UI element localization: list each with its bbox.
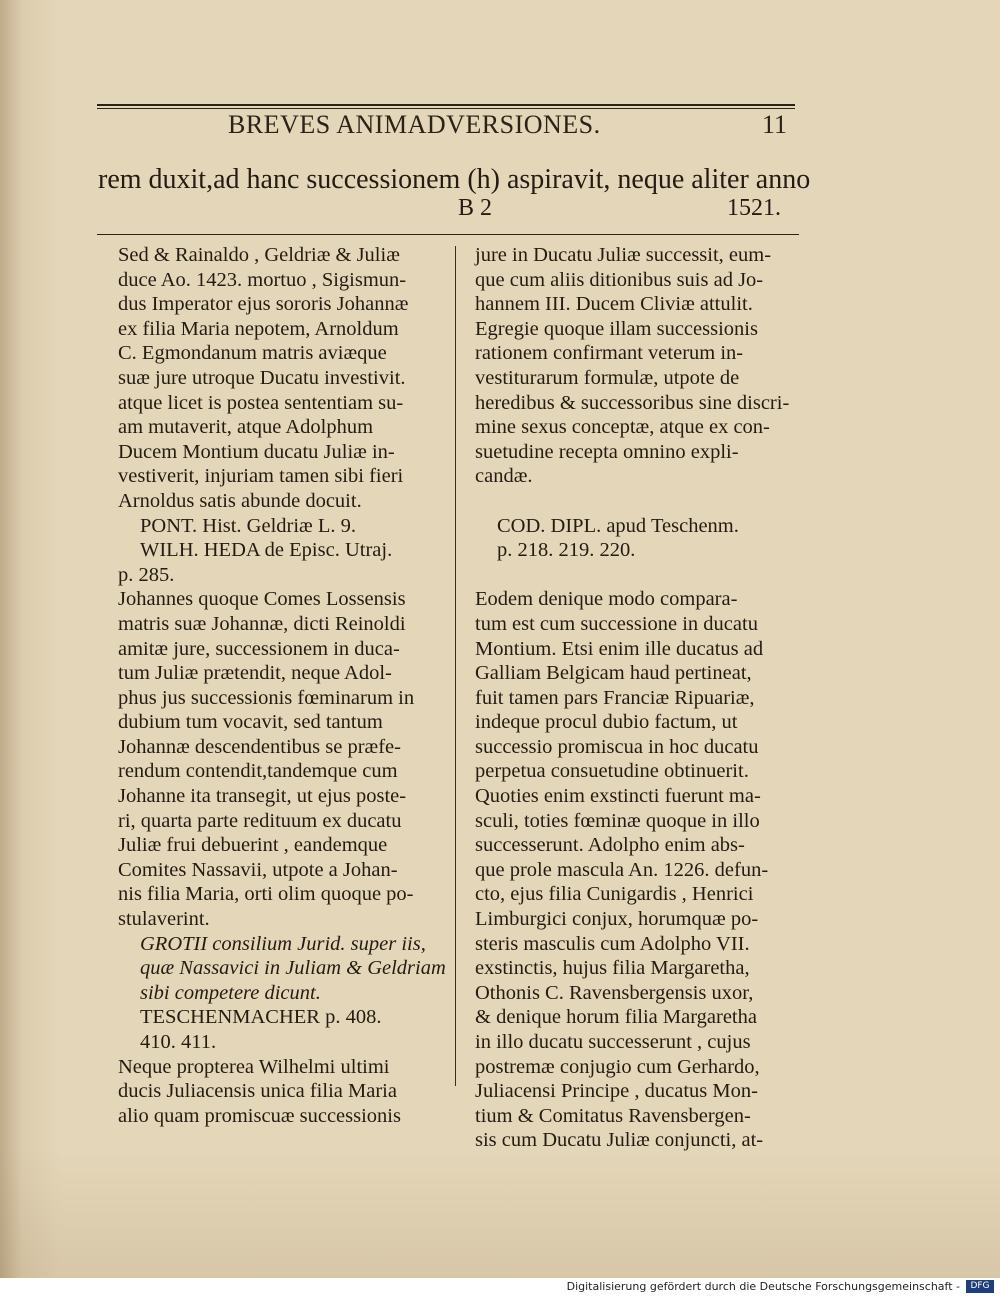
text-line: amitæ jure, successionem in duca- <box>118 637 400 660</box>
text-line: quæ Nassavici in Juliam & Geldriam <box>140 957 446 980</box>
text-line: vestiverit, injuriam tamen sibi fieri <box>118 465 404 488</box>
footer-bar <box>0 1278 1000 1297</box>
running-title: BREVES ANIMADVERSIONES. <box>228 110 601 139</box>
text-line: GROTII consilium Jurid. super iis, <box>140 932 426 955</box>
signature-mark: B 2 <box>458 195 493 221</box>
text-line: atque licet is postea sententiam su- <box>118 391 404 414</box>
text-line: candæ. <box>475 465 533 488</box>
text-line: nis filia Maria, orti olim quoque po- <box>118 883 414 906</box>
text-line: Montium. Etsi enim ille ducatus ad <box>475 637 764 660</box>
left-column <box>118 243 448 1128</box>
text-line: Ducem Montium ducatu Juliæ in- <box>118 440 395 463</box>
text-line: p. 285. <box>118 563 175 586</box>
text-line: Egregie quoque illam successionis <box>475 317 758 340</box>
text-line: dus Imperator ejus sororis Johannæ <box>118 293 409 316</box>
text-line: 410. 411. <box>140 1031 217 1053</box>
text-line: Comites Nassavii, utpote a Johan- <box>118 858 398 881</box>
header-rule-upper <box>97 104 795 106</box>
text-line: Limburgici conjux, horumquæ po- <box>475 908 759 931</box>
text-line: p. 218. 219. 220. <box>497 539 636 562</box>
text-line: duce Ao. 1423. mortuo , Sigismun- <box>118 268 407 291</box>
text-line: in illo ducatu successerunt , cujus <box>475 1031 751 1053</box>
text-line: alio quam promiscuæ successionis <box>118 1104 401 1127</box>
text-line: postremæ conjugio cum Gerhardo, <box>475 1055 760 1078</box>
text-line: tum Juliæ prætendit, neque Adol- <box>118 662 392 685</box>
text-line: Juliæ frui debuerint , eandemque <box>118 834 388 857</box>
text-line: steris masculis cum Adolpho VII. <box>475 932 750 955</box>
text-line: jure in Ducatu Juliæ successit, eum- <box>475 244 772 266</box>
text-line: cto, ejus filia Cunigardis , Henrici <box>475 883 754 906</box>
text-line <box>475 489 800 514</box>
text-line: Othonis C. Ravensbergensis uxor, <box>475 981 754 1004</box>
text-line: perpetua consuetudine obtinuerit. <box>475 760 749 783</box>
text-line: rendum contendit,tandemque cum <box>118 760 398 783</box>
text-line: sibi competere dicunt. <box>140 981 321 1004</box>
text-line: Quoties enim exstincti fuerunt ma- <box>475 785 761 808</box>
text-line: am mutaverit, atque Adolphum <box>118 416 374 439</box>
text-line: sculi, toties fœminæ quoque in illo <box>475 809 760 832</box>
column-top-rule <box>97 234 799 235</box>
text-line: ri, quarta parte redituum ex ducatu <box>118 809 402 832</box>
text-line: Johannes quoque Comes Lossensis <box>118 588 406 611</box>
text-line: Galliam Belgicam haud pertineat, <box>475 662 752 685</box>
text-line: que prole mascula An. 1226. defun- <box>475 858 769 881</box>
text-line: hannem III. Ducem Cliviæ attulit. <box>475 293 753 316</box>
text-line: ducis Juliacensis unica filia Maria <box>118 1080 397 1103</box>
text-line: PONT. Hist. Geldriæ L. 9. <box>140 514 357 537</box>
header-rule-lower <box>97 108 795 109</box>
column-divider <box>455 246 456 1086</box>
text-line: tium & Comitatus Ravensbergen- <box>475 1104 751 1127</box>
text-line: indeque procul dubio factum, ut <box>475 711 738 734</box>
text-line: ex filia Maria nepotem, Arnoldum <box>118 317 399 340</box>
text-line: Neque propterea Wilhelmi ultimi <box>118 1055 390 1078</box>
text-line: COD. DIPL. apud Teschenm. <box>497 514 739 537</box>
catchword: 1521. <box>727 195 781 221</box>
text-line: phus jus successionis fœminarum in <box>118 686 415 709</box>
text-line: matris suæ Johannæ, dicti Reinoldi <box>118 612 406 635</box>
text-line: Sed & Rainaldo , Geldriæ & Juliæ <box>118 244 400 266</box>
text-line: Juliacensi Principe , ducatus Mon- <box>475 1080 758 1103</box>
text-line: fuit tamen pars Franciæ Ripuariæ, <box>475 686 755 709</box>
text-line: stulaverint. <box>118 908 210 931</box>
funding-note: Digitalisierung gefördert durch die Deutsche Forschungsgemeinschaft - <box>566 1280 960 1293</box>
text-line: que cum aliis ditionibus suis ad Jo- <box>475 268 764 291</box>
text-line: & denique horum filia Margaretha <box>475 1006 757 1029</box>
text-line: successerunt. Adolpho enim abs- <box>475 834 745 857</box>
text-line: exstinctis, hujus filia Margaretha, <box>475 957 750 980</box>
page-number: 11 <box>762 110 788 139</box>
text-line: dubium tum vocavit, sed tantum <box>118 711 383 734</box>
text-line: suæ jure utroque Ducatu investivit. <box>118 366 406 389</box>
text-line: sis cum Ducatu Juliæ conjuncti, at- <box>475 1129 764 1152</box>
dfg-logo-icon: DFG <box>966 1280 994 1293</box>
text-line: heredibus & successoribus sine discri- <box>475 391 790 414</box>
text-line: mine sexus conceptæ, atque ex con- <box>475 416 770 439</box>
right-column <box>475 243 800 1153</box>
text-line: Johannæ descendentibus se præfe- <box>118 735 401 758</box>
text-line: Eodem denique modo compara- <box>475 588 738 611</box>
text-line: C. Egmondanum matris aviæque <box>118 342 387 365</box>
text-line: rationem confirmant veterum in- <box>475 342 744 365</box>
text-line: suetudine recepta omnino expli- <box>475 440 739 463</box>
carry-over-line: rem duxit,ad hanc successionem (h) aspiravit, neque aliter anno <box>98 164 811 195</box>
text-line: Arnoldus satis abunde docuit. <box>118 489 362 512</box>
text-line: WILH. HEDA de Episc. Utraj. <box>140 539 393 562</box>
text-line: TESCHENMACHER p. 408. <box>140 1006 382 1029</box>
text-line: successio promiscua in hoc ducatu <box>475 735 759 758</box>
text-line <box>475 563 800 588</box>
text-line: tum est cum successione in ducatu <box>475 612 758 635</box>
text-line: Johanne ita transegit, ut ejus poste- <box>118 785 407 808</box>
text-line: vestiturarum formulæ, utpote de <box>475 366 740 389</box>
